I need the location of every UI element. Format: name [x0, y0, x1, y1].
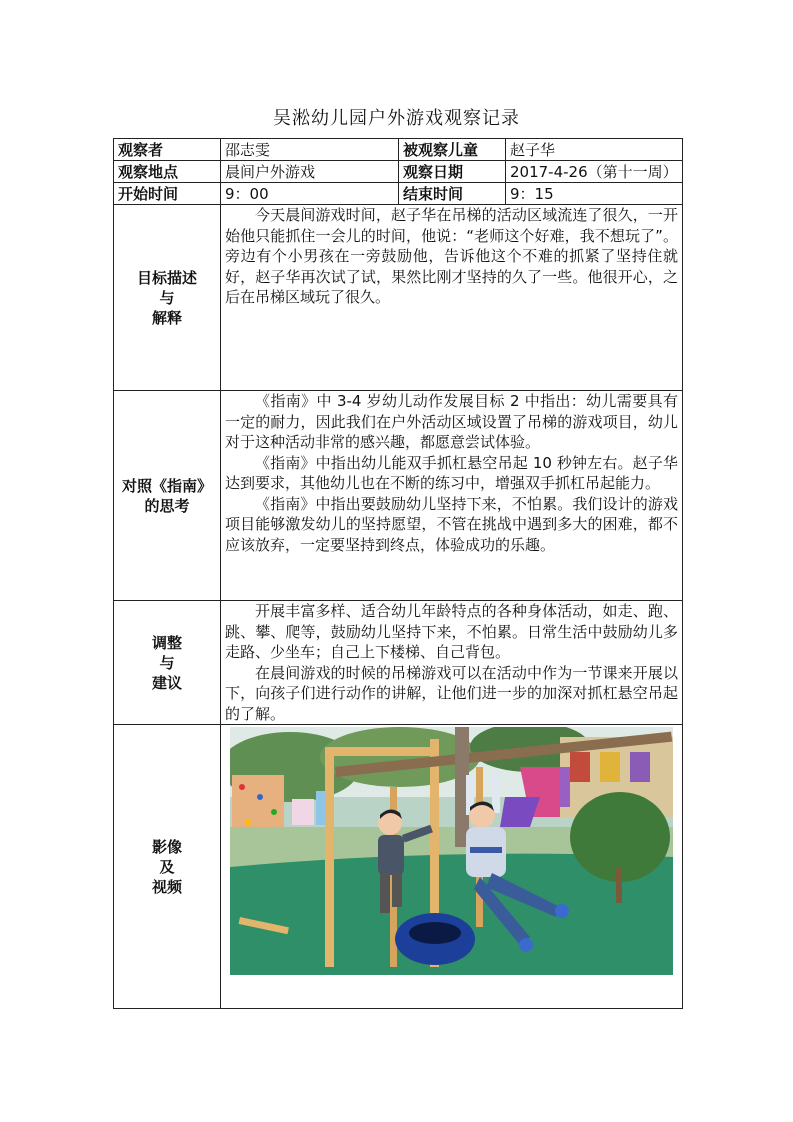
start-value: 9：00	[221, 183, 399, 205]
guide-paragraph: 《指南》中指出幼儿能双手抓杠悬空吊起 10 秒钟左右。赵子华达到要求，其他幼儿也在不断的练习中，增强双手抓杠吊起能力。	[225, 453, 678, 492]
guide-paragraph: 《指南》中指出要鼓励幼儿坚持下来，不怕累。我们设计的游戏项目能够激发幼儿的坚持愿望，不管在挑战中遇到多大的困难，都不应该放弃，一定要坚持到终点，体验成功的乐趣。	[225, 494, 678, 554]
start-label: 开始时间	[114, 183, 221, 205]
guide-label: 对照《指南》 的思考	[114, 391, 221, 601]
table-row	[114, 391, 683, 601]
place-value: 晨间户外游戏	[221, 161, 399, 183]
table-row	[114, 161, 683, 183]
observation-table	[113, 138, 683, 1009]
end-value: 9：15	[506, 183, 683, 205]
description-label: 目标描述 与 解释	[114, 205, 221, 391]
media-label: 影像 及 视频	[114, 725, 221, 1009]
guide-paragraph: 《指南》中 3-4 岁幼儿动作发展目标 2 中指出：幼儿需要具有一定的耐力，因此我们在户外活动区域设置了吊梯的游戏项目，幼儿对于这种活动非常的感兴趣，都愿意尝试体验。	[225, 392, 678, 451]
end-label: 结束时间	[399, 183, 506, 205]
table-row	[114, 183, 683, 205]
page-title: 吴淞幼儿园户外游戏观察记录	[273, 108, 520, 129]
date-label: 观察日期	[399, 161, 506, 183]
place-label: 观察地点	[114, 161, 221, 183]
description-content	[221, 205, 683, 391]
guide-content	[221, 391, 683, 601]
table-row	[114, 725, 683, 1009]
table-row	[114, 601, 683, 725]
description-paragraph: 今天晨间游戏时间，赵子华在吊梯的活动区域流连了很久，一开始他只能抓住一会儿的时间，他说：“老师这个好难，我不想玩了”。旁边有个小男孩在一旁鼓励他，告诉他这个不难的抓紧了坚持住就好，赵子华再次试了试，果然比刚才坚持的久了一些。他很开心，之后在吊梯区域玩了很久。	[225, 206, 678, 306]
adjust-paragraph: 开展丰富多样、适合幼儿年龄特点的各种身体活动，如走、跑、跳、攀、爬等，鼓励幼儿坚持下来，不怕累。日常生活中鼓励幼儿多走路、少坐车；自己上下楼梯、自己背包。	[225, 602, 678, 661]
media-content	[221, 725, 683, 1009]
adjust-paragraph: 在晨间游戏的时候的吊梯游戏可以在活动中作为一节课来开展以下，向孩子们进行动作的讲解，让他们进一步的加深对抓杠悬空吊起的了解。	[225, 663, 678, 723]
playground-photo	[230, 727, 673, 975]
date-value: 2017-4-26（第十一周）	[506, 161, 683, 183]
child-value: 赵子华	[506, 139, 683, 161]
adjust-label: 调整 与 建议	[114, 601, 221, 725]
observer-value: 邵志雯	[221, 139, 399, 161]
table-row	[114, 139, 683, 161]
adjust-content	[221, 601, 683, 725]
child-label: 被观察儿童	[399, 139, 506, 161]
table-row	[114, 205, 683, 391]
observer-label: 观察者	[114, 139, 221, 161]
